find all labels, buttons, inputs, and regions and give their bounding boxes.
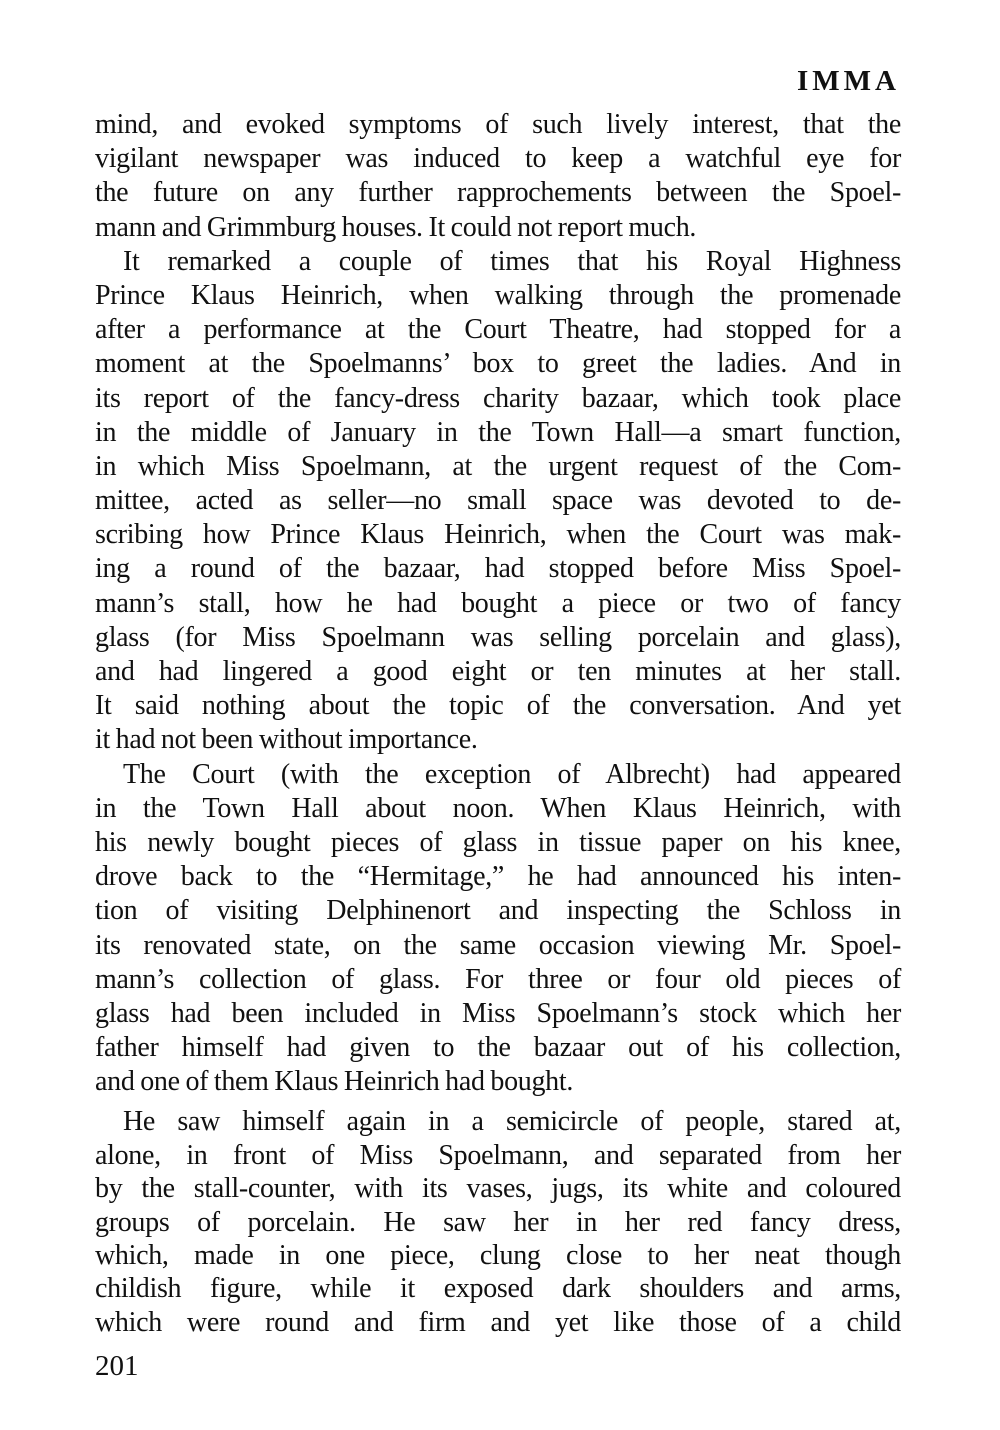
page-number: 201 (95, 1350, 139, 1382)
paragraph (95, 1105, 901, 1339)
text-line: Prince Klaus Heinrich, when walking through the promenade (95, 279, 901, 311)
text-line: The Court (with the exception of Albrecht) had appeared (123, 758, 901, 790)
paragraph (95, 245, 901, 758)
text-line: It said nothing about the topic of the conversation. And yet (95, 690, 901, 722)
text-line: its renovated state, on the same occasion viewing Mr. Spoel- (95, 929, 901, 961)
text-line: and had lingered a good eight or ten minutes at her stall. (95, 656, 901, 687)
text-line: in which Miss Spoelmann, at the urgent request of the Com- (95, 450, 901, 482)
text-line: alone, in front of Miss Spoelmann, and separated from her (95, 1139, 901, 1171)
text-line: his newly bought pieces of glass in tissue paper on his knee, (95, 826, 901, 858)
text-line: mittee, acted as seller—no small space was devoted to de- (95, 485, 901, 517)
text-line: its report of the fancy-dress charity bazaar, which took place (95, 382, 901, 414)
text-line: it had not been without importance. (95, 724, 478, 756)
text-line: glass (for Miss Spoelmann was selling porcelain and glass), (95, 621, 901, 653)
text-line: mann and Grimmburg houses. It could not report much. (95, 211, 697, 243)
text-line: moment at the Spoelmanns’ box to greet the ladies. And in (95, 348, 901, 380)
text-line: father himself had given to the bazaar out of his collection, (95, 1032, 901, 1064)
text-line: childish figure, while it exposed dark shoulders and arms, (95, 1273, 901, 1305)
text-line: after a performance at the Court Theatre, had stopped for a (95, 314, 901, 346)
text-line: mann’s stall, how he had bought a piece or two of fancy (95, 587, 901, 619)
text-line: tion of visiting Delphinenort and inspecting the Schloss in (95, 895, 901, 927)
text-line: the future on any further rapprochements between the Spoel- (95, 177, 901, 209)
body-text (95, 108, 901, 1339)
paragraph (95, 108, 901, 245)
text-line: He saw himself again in a semicircle of people, stared at, (123, 1106, 901, 1138)
paragraph (95, 758, 901, 1100)
running-head: IMMA (797, 65, 900, 97)
text-line: groups of porcelain. He saw her in her red fancy dress, (95, 1206, 901, 1238)
text-line: glass had been included in Miss Spoelmann’s stock which her (95, 997, 901, 1029)
text-line: and one of them Klaus Heinrich had bought. (95, 1066, 574, 1098)
text-line: mind, and evoked symptoms of such lively interest, that the (95, 109, 901, 140)
text-line: which were round and firm and yet like those of a child (95, 1306, 901, 1338)
text-line: It remarked a couple of times that his Royal Highness (123, 245, 901, 277)
text-line: which, made in one piece, clung close to her neat though (95, 1240, 901, 1271)
text-line: in the Town Hall about noon. When Klaus Heinrich, with (95, 792, 901, 824)
text-line: ing a round of the bazaar, had stopped before Miss Spoel- (95, 553, 901, 585)
text-line: mann’s collection of glass. For three or four old pieces of (95, 963, 901, 995)
text-line: by the stall-counter, with its vases, jugs, its white and coloured (95, 1173, 901, 1205)
text-line: in the middle of January in the Town Hall—a smart function, (95, 416, 901, 448)
text-line: vigilant newspaper was induced to keep a watchful eye for (95, 143, 901, 175)
text-line: scribing how Prince Klaus Heinrich, when the Court was mak- (95, 519, 901, 551)
text-line: drove back to the “Hermitage,” he had announced his inten- (95, 861, 901, 893)
